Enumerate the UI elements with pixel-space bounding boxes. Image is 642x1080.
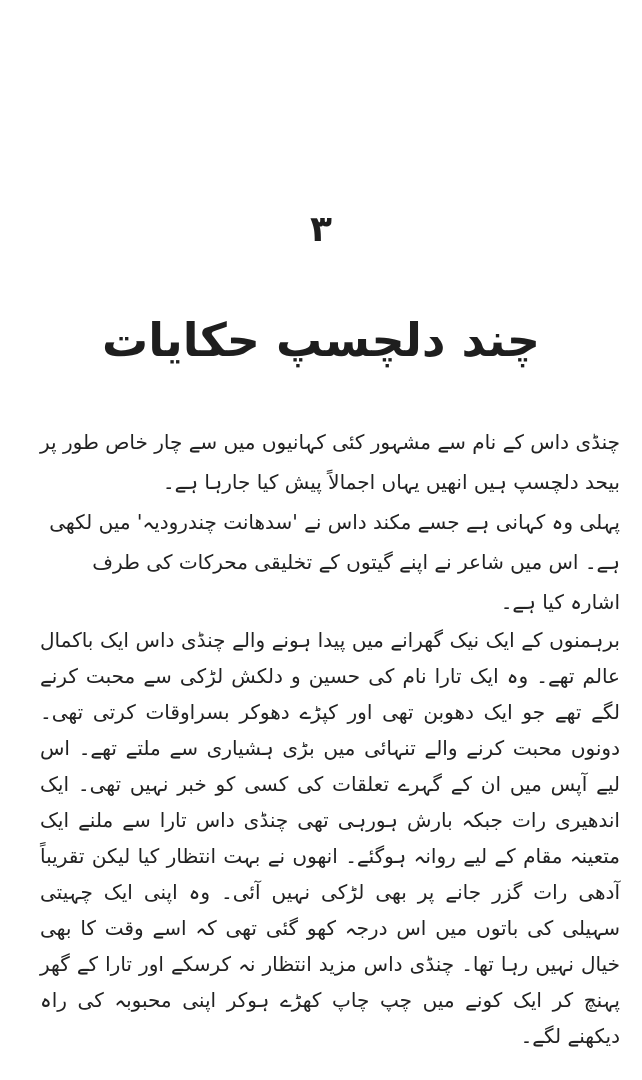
chapter-body [40, 422, 620, 1054]
paragraph-first-story: پہلی وہ کہانی ہے جسے مکند داس نے 'سدھانت چندرودیہ' میں لکھی ہے۔ اس میں شاعر نے اپنے گیتوں کے تخلیقی محرکات کی طرف اشارہ کیا ہے۔ [49, 510, 620, 614]
paragraph-story-text: برہمنوں کے ایک نیک گھرانے میں پیدا ہونے والے چنڈی داس ایک باکمال عالم تھے۔ وہ ایک تارا نام کی حسین و دلکش لڑکی سے محبت کرنے لگے تھے جو ایک دھوبن تھی اور کپڑے دھوکر بسراوقات کرتی تھی۔ دونوں محبت کرنے والے تنہائی میں بڑی ہشیاری سے ملتے تھے۔ اس لیے آپس میں ان کے گہرے تعلقات کی کسی کو خبر نہیں تھی۔ ایک اندھیری رات جبکہ بارش ہورہی تھی چنڈی داس تارا سے ملنے ایک متعینہ مقام کے لیے روانہ ہوگئے۔ انھوں نے بہت انتظار کیا لیکن تقریباً آدھی رات گزر جانے پر بھی لڑکی نہیں آئی۔ وہ اپنی ایک چہیتی سہیلی کی باتوں میں اس درجہ کھو گئی تھی کہ اسے وقت کا بھی خیال نہیں رہا تھا۔ چنڈی داس مزید انتظار نہ کرسکے اور تارا کے گھر پہنچ کر ایک کونے میں چپ چاپ کھڑے ہوکر اپنی محبوبہ کی راہ دیکھنے لگے۔ [40, 628, 620, 1048]
paragraph-intro: چنڈی داس کے نام سے مشہور کئی کہانیوں میں سے چار خاص طور پر بیحد دلچسپ ہیں انھیں یہاں اجمالاً پیش کیا جارہا ہے۔ [40, 430, 620, 494]
chapter-title: چند دلچسپ حکایات [101, 313, 540, 367]
chapter-number: ۳ [310, 209, 332, 250]
